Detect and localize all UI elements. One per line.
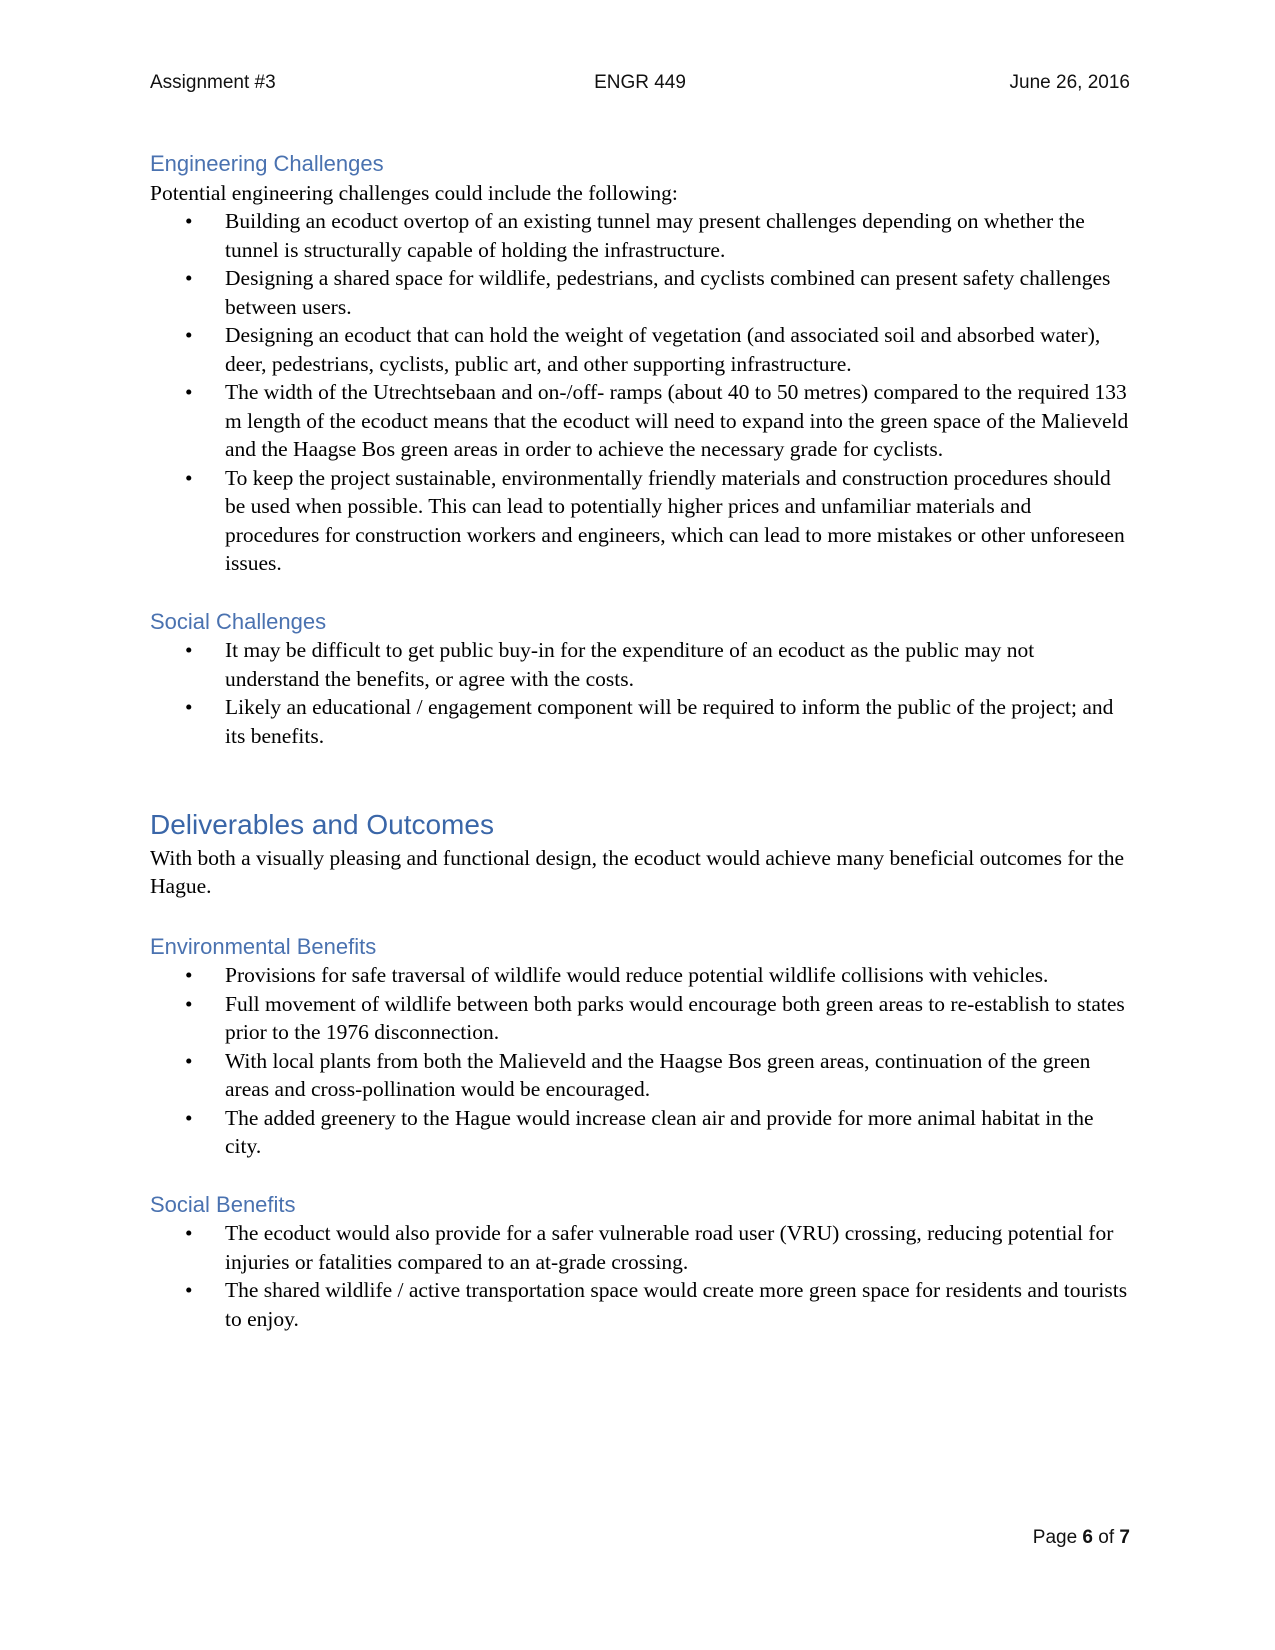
list-item: • Building an ecoduct overtop of an existing tunnel may present challenges depending on whether the tunnel is structurally capable of holding the infrastructure.	[185, 209, 1085, 262]
deliverables-intro: With both a visually pleasing and functional design, the ecoduct would achieve many beneficial outcomes for the Hague.	[150, 845, 1125, 899]
list-item: • With local plants from both the Malieveld and the Haagse Bos green areas, continuation of the green areas and cross-pollination would be encouraged.	[185, 1048, 1091, 1102]
list-item: • Likely an educational / engagement component will be required to inform the public of the project; and its benefits.	[185, 695, 1114, 748]
list-item: • The ecoduct would also provide for a safer vulnerable road user (VRU) crossing, reducing potential for injuries or fatalities compared to an at-grade crossing.	[185, 1221, 1114, 1274]
list-item: • Designing a shared space for wildlife, pedestrians, and cyclists combined can present safety challenges between users.	[185, 266, 1111, 319]
bullet: •	[185, 1048, 193, 1073]
bullet: •	[185, 209, 193, 234]
document-body	[150, 150, 1130, 1333]
header-assignment: Assignment #3	[150, 72, 276, 93]
bullet: •	[185, 266, 193, 291]
heading-engineering-challenges: Engineering Challenges	[150, 151, 384, 176]
footer-page-word: Page	[1032, 1527, 1078, 1548]
bullet: •	[185, 465, 193, 490]
list-item: • It may be difficult to get public buy-in for the expenditure of an ecoduct as the public may not understand the benefits, or agree with the costs.	[185, 638, 1035, 691]
social-benefits-list	[150, 1219, 1130, 1333]
bullet: •	[185, 695, 193, 720]
heading-social-benefits: Social Benefits	[150, 1191, 296, 1217]
list-item: • Designing an ecoduct that can hold the weight of vegetation (and associated soil and absorbed water), deer, pedestrians, cyclists, public art, and other supporting infrastructure.	[185, 323, 1101, 376]
bullet: •	[185, 1221, 193, 1246]
list-item: • Provisions for safe traversal of wildlife would reduce potential wildlife collisions with vehicles.	[225, 961, 1130, 990]
social-challenges-list	[150, 636, 1130, 750]
page-footer	[1033, 1527, 1130, 1549]
bullet: •	[185, 323, 193, 348]
heading-social-challenges: Social Challenges	[150, 608, 327, 634]
engineering-challenges-list	[150, 207, 1130, 578]
bullet: •	[185, 380, 193, 405]
footer-page-number: 6	[1082, 1527, 1093, 1548]
list-item: • The added greenery to the Hague would increase clean air and provide for more animal habitat in the city.	[185, 1105, 1094, 1159]
list-item: • The shared wildlife / active transportation space would create more green space for residents and tourists to enjoy.	[185, 1278, 1128, 1331]
bullet: •	[185, 991, 193, 1016]
footer-page-total: 7	[1119, 1527, 1130, 1548]
heading-deliverables: Deliverables and Outcomes	[150, 809, 494, 841]
bullet: •	[185, 638, 193, 663]
list-item: • To keep the project sustainable, environmentally friendly materials and construction procedures should be used when possible. This can lead to potentially higher prices and unfamiliar materials and procedures for construction workers and engineers, which can lead to more mistakes or other unforeseen issues.	[185, 465, 1125, 576]
environmental-benefits-list	[150, 961, 1130, 1161]
footer-of-word: of	[1098, 1527, 1115, 1548]
header-date: June 26, 2016	[1009, 72, 1130, 93]
list-item: • The width of the Utrechtsebaan and on-/off- ramps (about 40 to 50 metres) compared to the required 133 m length of the ecoduct means that the ecoduct will need to expand into the green space of the Malieveld and the Haagse Bos green areas in order to achieve the necessary grade for cyclists.	[185, 380, 1129, 462]
bullet: •	[185, 963, 193, 988]
engineering-intro: Potential engineering challenges could include the following:	[150, 180, 678, 205]
bullet: •	[185, 1105, 193, 1130]
header-course: ENGR 449	[594, 72, 686, 93]
heading-environmental-benefits: Environmental Benefits	[150, 933, 377, 959]
list-item: • Full movement of wildlife between both parks would encourage both green areas to re-establish to states prior to the 1976 disconnection.	[185, 991, 1125, 1045]
bullet: •	[185, 1278, 193, 1303]
